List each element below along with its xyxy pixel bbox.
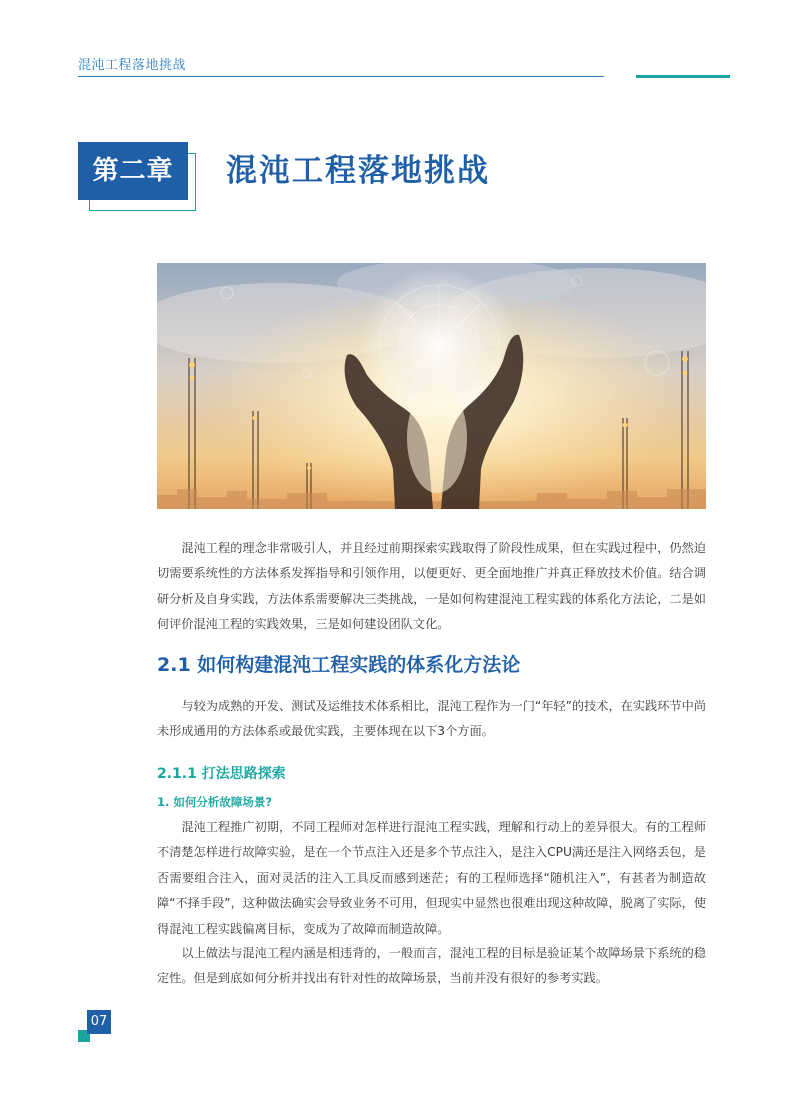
subsection-question-heading: 1. 如何分析故障场景? — [157, 795, 273, 809]
intro-paragraph: 混沌工程的理念非常吸引人，并且经过前期探索实践取得了阶段性成果，但在实践过程中，仍然迫切需要系统性的方法体系发挥指导和引领作用，以便更好、更全面地推广并真正释放技术价值。结合调研分析及自身实践，方法体系需要解决三类挑战，一是如何构建混沌工程实践的体系化方法论，二是如何评价混沌工程的实践效果，三是如何建设团队文化。 — [157, 541, 706, 632]
chapter-title: 混沌工程落地挑战 — [226, 153, 490, 189]
header-accent-bar — [636, 75, 730, 78]
section-2-1-1-paragraph-1: 混沌工程推广初期，不同工程师对怎样进行混沌工程实践，理解和行动上的差异很大。有的工程师不清楚怎样进行故障实验，是在一个节点注入还是多个节点注入，是注入CPU满还是注入网络丢包，是否需要组合注入，面对灵活的注入工具反而感到迷茫；有的工程师选择“随机注入”，有甚者为制造故障“不择手段”，这种做法确实会导致业务不可用，但现实中显然也很难出现这种故障，脱离了实际，使得混沌工程实践偏离目标，变成为了故障而制造故障。 — [157, 820, 706, 936]
section-2-1-paragraph: 与较为成熟的开发、测试及运维技术体系相比，混沌工程作为一门“年轻”的技术，在实践环节中尚未形成通用的方法体系或最优实践，主要体现在以下3个方面。 — [157, 699, 706, 739]
section-2-1-1-paragraph-2: 以上做法与混沌工程内涵是相违背的，一般而言，混沌工程的目标是验证某个故障场景下系统的稳定性。但是到底如何分析并找出有针对性的故障场景，当前并没有很好的参考实践。 — [157, 946, 706, 986]
section-2-1-heading: 2.1 如何构建混沌工程实践的体系化方法论 — [157, 654, 521, 676]
running-header-title: 混沌工程落地挑战 — [78, 58, 187, 73]
hands-sphere-icon — [157, 263, 706, 509]
page-number: 07 — [87, 1010, 111, 1034]
chapter-badge: 第二章 — [78, 142, 188, 200]
hero-image — [157, 263, 706, 509]
header-rule — [78, 76, 604, 77]
section-2-1-1-heading: 2.1.1 打法思路探索 — [157, 766, 286, 782]
